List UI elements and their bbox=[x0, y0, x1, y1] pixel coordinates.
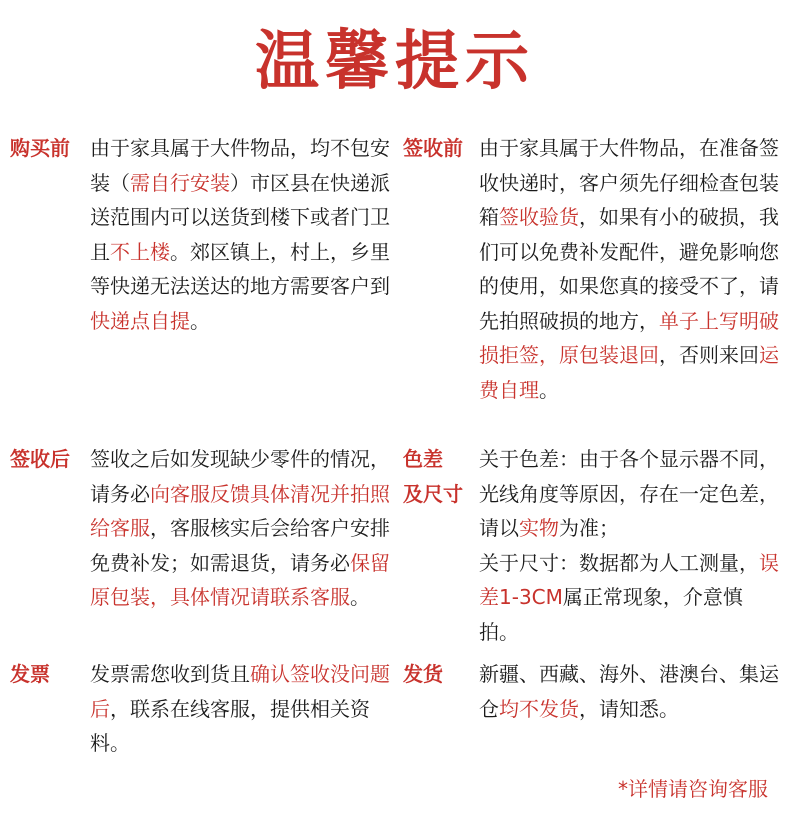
section-before-signing bbox=[403, 131, 783, 441]
section-color-size bbox=[403, 442, 783, 652]
highlight-text: 保留原包装，具体情况请联系客服 bbox=[90, 550, 390, 609]
highlight-text: 需自行安装 bbox=[130, 170, 230, 195]
section-invoice bbox=[10, 657, 390, 767]
highlight-text: 签收验货 bbox=[499, 205, 579, 229]
highlight-text: 向客服反馈具体清况并拍照给客服 bbox=[90, 481, 390, 540]
highlight-text: 单子上写明破损拒签，原包装退回 bbox=[479, 308, 779, 367]
highlight-text: 运费自理 bbox=[479, 343, 779, 402]
section-label: 签收后 bbox=[10, 447, 70, 471]
section-text: 签收之后如发现缺少零件的情况，请务必向客服反馈具体清况并拍照给客服，客服核实后会给客户安排免费补发；如需退货，请务必保留原包装，具体情况请联系客服。 bbox=[90, 447, 390, 609]
highlight-text: 不上楼 bbox=[110, 239, 170, 264]
section-text: 发票需您收到货且确认签收没问题后，联系在线客服，提供相关资料。 bbox=[90, 662, 390, 755]
highlight-text: 实物 bbox=[519, 516, 559, 540]
section-after-signing bbox=[10, 442, 390, 652]
section-label: 发票 bbox=[10, 662, 50, 686]
section-text: 关于色差：由于各个显示器不同，光线角度等原因，存在一定色差，请以实物为准； 关于尺寸：数据都为人工测量，误差1-3CM属正常现象，介意慎拍。 bbox=[479, 447, 779, 644]
page-title: 温馨提示 bbox=[255, 25, 535, 99]
section-label: 色差 及尺寸 bbox=[403, 447, 463, 506]
highlight-text: 确认签收没问题后 bbox=[90, 662, 390, 721]
highlight-text: 快递点自提 bbox=[90, 308, 190, 333]
section-shipping bbox=[403, 657, 783, 737]
section-label: 发货 bbox=[403, 662, 443, 686]
section-label: 购买前 bbox=[10, 136, 70, 160]
highlight-text: 均不发货 bbox=[499, 696, 579, 721]
section-text: 新疆、西藏、海外、港澳台、集运仓均不发货，请知悉。 bbox=[479, 662, 779, 721]
section-text: 由于家具属于大件物品，在准备签收快递时，客户须先仔细检查包装箱签收验货，如果有小的破损，我们可以免费补发配件，避免影响您的使用，如果您真的接受不了，请先拍照破损的地方，单子上写明破损拒签，原包装退回，否则来回运费自理。 bbox=[479, 136, 779, 402]
footnote: *详情请咨询客服 bbox=[618, 777, 768, 801]
section-text: 由于家具属于大件物品，均不包安装（需自行安装）市区县在快递派送范围内可以送货到楼下或者门卫且不上楼。郊区镇上，村上，乡里等快递无法送达的地方需要客户到快递点自提。 bbox=[90, 136, 390, 333]
highlight-text: 误差1-3CM bbox=[479, 550, 779, 609]
section-label: 签收前 bbox=[403, 136, 463, 160]
section-before-purchase bbox=[10, 131, 390, 371]
